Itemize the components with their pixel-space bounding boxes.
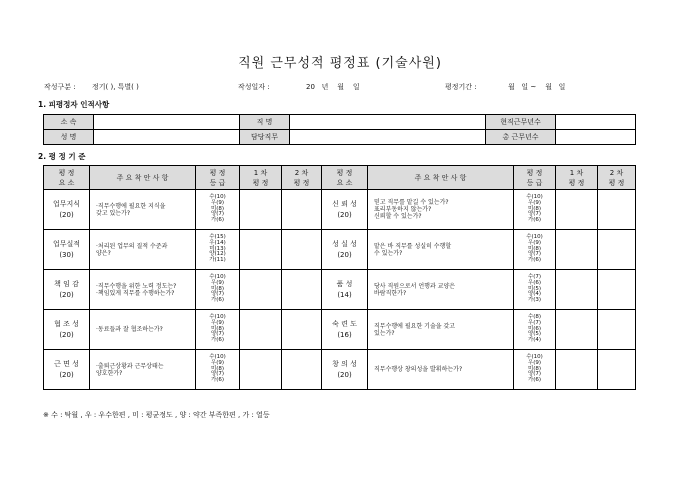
- criterion-right: [322, 190, 368, 230]
- second-rating-field[interactable]: [598, 310, 636, 350]
- first-rating-field[interactable]: [556, 350, 598, 390]
- first-rating-field[interactable]: [240, 230, 282, 270]
- header-second-left: 2 차 평 정: [282, 166, 322, 190]
- years-field[interactable]: [556, 115, 636, 130]
- grade-option: 양(7): [210, 291, 225, 298]
- grade-option: 미(8): [210, 285, 225, 292]
- grade-option: 우(6): [527, 279, 542, 286]
- grade-option: 가(6): [210, 217, 225, 224]
- grade-scale: [196, 310, 240, 350]
- criterion-name: 근 면 성: [54, 359, 79, 368]
- grade-scale: [196, 350, 240, 390]
- second-rating-field[interactable]: [598, 350, 636, 390]
- second-rating-field[interactable]: [282, 190, 322, 230]
- criterion-right: [322, 270, 368, 310]
- grade-option: 미(5): [527, 285, 542, 292]
- meta-period-label: 평정기간 :: [445, 83, 477, 91]
- total-years-label: 총 근무년수: [486, 130, 556, 145]
- criterion-name: 신 뢰 성: [332, 199, 357, 208]
- grade-option: 우(9): [527, 359, 542, 366]
- criterion-question: ·직무수행에 필요한 지식을 갖고 있는가?: [90, 190, 196, 230]
- criterion-name: 책 임 감: [54, 279, 79, 288]
- header-element-left: 평 정 요 소: [44, 166, 90, 190]
- grade-option: 수(10): [209, 354, 226, 360]
- criterion-right: [322, 310, 368, 350]
- years-label: 현직근무년수: [486, 115, 556, 130]
- criterion-points: (20): [337, 210, 352, 219]
- grade-option: 미(8): [527, 245, 542, 252]
- grade-option: 우(9): [527, 239, 542, 246]
- grade-option: 수(7): [527, 274, 542, 280]
- first-rating-field[interactable]: [240, 310, 282, 350]
- criterion-question: ·동료들과 잘 협조하는가?: [90, 310, 196, 350]
- grade-option: 미(8): [527, 365, 542, 372]
- first-rating-field[interactable]: [240, 190, 282, 230]
- first-rating-field[interactable]: [556, 270, 598, 310]
- header-element-right: 평 정 요 소: [322, 166, 368, 190]
- first-rating-field[interactable]: [240, 350, 282, 390]
- grade-scale: [514, 190, 556, 230]
- criterion-question: 직무수행상 창의성을 발휘하는가?: [368, 350, 514, 390]
- grade-option: 우(9): [210, 319, 225, 326]
- total-years-field[interactable]: [556, 130, 636, 145]
- grade-option: 양(5): [527, 331, 542, 338]
- criterion-points: (14): [337, 290, 352, 299]
- position-label: 직 명: [240, 115, 290, 130]
- dept-field[interactable]: [94, 115, 240, 130]
- header-items-right: 주 요 착 안 사 항: [368, 166, 514, 190]
- grade-option: 가(4): [527, 337, 542, 344]
- grade-option: 미(8): [527, 205, 542, 212]
- second-rating-field[interactable]: [598, 230, 636, 270]
- grade-option: 양(7): [527, 371, 542, 378]
- criterion-question: ·직무수행을 위한 노력 정도는? ·책임있게 직무를 수행하는가?: [90, 270, 196, 310]
- criterion-left: [44, 350, 90, 390]
- criterion-question: 맡은 바 직무를 성실히 수행할 수 있는가?: [368, 230, 514, 270]
- grade-option: 수(10): [209, 194, 226, 200]
- meta-period-value: 월 일 ~ 월 일: [508, 83, 566, 91]
- criteria-row: [44, 190, 636, 230]
- first-rating-field[interactable]: [240, 270, 282, 310]
- criterion-points: (20): [59, 330, 74, 339]
- criterion-question: ·처리된 업무의 질적 수준과 양은?: [90, 230, 196, 270]
- grade-option: 양(7): [210, 331, 225, 338]
- criterion-name: 창 의 성: [332, 359, 357, 368]
- criteria-table: [43, 165, 636, 390]
- grade-scale: [196, 190, 240, 230]
- grade-option: 수(10): [209, 314, 226, 320]
- grade-option: 우(9): [210, 279, 225, 286]
- header-first-left: 1 차 평 정: [240, 166, 282, 190]
- grade-option: 수(10): [526, 194, 543, 200]
- criterion-points: (20): [59, 290, 74, 299]
- personal-info-table: [43, 114, 636, 145]
- second-rating-field[interactable]: [282, 230, 322, 270]
- header-items-left: 주 요 착 안 사 항: [90, 166, 196, 190]
- grade-option: 가(11): [209, 257, 226, 264]
- header-second-right: 2 차 평 정: [598, 166, 636, 190]
- criterion-question: 믿고 직무를 맡길 수 있는가? 표리부동하지 않는가? 신뢰할 수 있는가?: [368, 190, 514, 230]
- criteria-row: [44, 310, 636, 350]
- section2-title: 2. 평 정 기 준: [38, 152, 86, 161]
- criterion-points: (20): [337, 370, 352, 379]
- grade-scale: [514, 350, 556, 390]
- criterion-right: [322, 230, 368, 270]
- second-rating-field[interactable]: [598, 270, 636, 310]
- criterion-points: (20): [59, 370, 74, 379]
- grade-option: 수(15): [209, 234, 226, 240]
- duty-label: 담당직무: [240, 130, 290, 145]
- grade-option: 수(10): [209, 274, 226, 280]
- criterion-name: 성 실 성: [332, 239, 357, 248]
- dept-label: 소 속: [44, 115, 94, 130]
- criterion-points: (30): [59, 250, 74, 259]
- grade-scale: [514, 310, 556, 350]
- criterion-left: [44, 270, 90, 310]
- criterion-name: 협 조 성: [54, 319, 79, 328]
- grade-option: 우(9): [210, 359, 225, 366]
- grade-scale: [514, 230, 556, 270]
- header-grade-left: 평 정 등 급: [196, 166, 240, 190]
- grade-option: 양(7): [527, 211, 542, 218]
- grade-option: 미(8): [210, 365, 225, 372]
- grade-option: 가(6): [210, 377, 225, 384]
- grade-option: 수(10): [526, 234, 543, 240]
- meta-type-value: 정기( ), 특별( ): [92, 83, 139, 91]
- grade-option: 양(7): [210, 211, 225, 218]
- second-rating-field[interactable]: [282, 350, 322, 390]
- first-rating-field[interactable]: [556, 230, 598, 270]
- grade-scale: [196, 270, 240, 310]
- meta-type-label: 작성구분 :: [44, 83, 76, 91]
- criterion-name: 숙 련 도: [332, 319, 357, 328]
- first-rating-field[interactable]: [556, 190, 598, 230]
- header-first-right: 1 차 평 정: [556, 166, 598, 190]
- grade-option: 우(7): [527, 319, 542, 326]
- first-rating-field[interactable]: [556, 310, 598, 350]
- grade-option: 수(8): [527, 314, 542, 320]
- grade-option: 양(4): [527, 291, 542, 298]
- second-rating-field[interactable]: [282, 310, 322, 350]
- grade-scale: [514, 270, 556, 310]
- criterion-question: 당사 직원으로서 언행과 교양은 바람직한가?: [368, 270, 514, 310]
- criterion-name: 품 성: [336, 279, 353, 288]
- grade-option: 가(6): [210, 337, 225, 344]
- grade-option: 우(14): [209, 239, 226, 246]
- criterion-left: [44, 230, 90, 270]
- second-rating-field[interactable]: [282, 270, 322, 310]
- criteria-row: [44, 230, 636, 270]
- grade-option: 가(6): [527, 377, 542, 384]
- grade-option: 양(12): [209, 251, 226, 258]
- grade-option: 양(7): [210, 371, 225, 378]
- duty-field[interactable]: [290, 130, 486, 145]
- criterion-left: [44, 190, 90, 230]
- criterion-points: (16): [337, 330, 352, 339]
- name-label: 성 명: [44, 130, 94, 145]
- position-field[interactable]: [290, 115, 486, 130]
- grade-legend: ※ 수 : 탁월 , 우 : 우수한편 , 미 : 평균정도 , 양 : 약간 부족한편 , 가 : 열등: [43, 411, 270, 419]
- name-field[interactable]: [94, 130, 240, 145]
- second-rating-field[interactable]: [598, 190, 636, 230]
- meta-date-value: 20 년 월 일: [306, 83, 360, 91]
- grade-option: 미(8): [210, 205, 225, 212]
- grade-option: 가(6): [527, 257, 542, 264]
- criterion-question: ·출퇴근상황과 근무상태는 양호한가?: [90, 350, 196, 390]
- grade-scale: [196, 230, 240, 270]
- header-grade-right: 평 정 등 급: [514, 166, 556, 190]
- grade-option: 우(9): [527, 199, 542, 206]
- grade-option: 수(10): [526, 354, 543, 360]
- form-title: 직원 근무성적 평정표 (기술사원): [238, 56, 442, 71]
- section1-title: 1. 피평정자 인적사항: [38, 100, 110, 109]
- grade-option: 가(6): [210, 297, 225, 304]
- grade-option: 가(3): [527, 297, 542, 304]
- grade-option: 미(8): [210, 325, 225, 332]
- meta-date-label: 작성일자 :: [238, 83, 270, 91]
- grade-option: 미(13): [209, 245, 226, 252]
- criterion-name: 업무실적: [52, 239, 81, 248]
- criterion-points: (20): [59, 210, 74, 219]
- criterion-right: [322, 350, 368, 390]
- criterion-question: 직무수행에 필요한 기술을 갖고 있는가?: [368, 310, 514, 350]
- criteria-row: [44, 350, 636, 390]
- grade-option: 미(6): [527, 325, 542, 332]
- grade-option: 우(9): [210, 199, 225, 206]
- grade-option: 가(6): [527, 217, 542, 224]
- criterion-left: [44, 310, 90, 350]
- criterion-name: 업무지식: [52, 199, 81, 208]
- criteria-row: [44, 270, 636, 310]
- grade-option: 양(7): [527, 251, 542, 258]
- criterion-points: (20): [337, 250, 352, 259]
